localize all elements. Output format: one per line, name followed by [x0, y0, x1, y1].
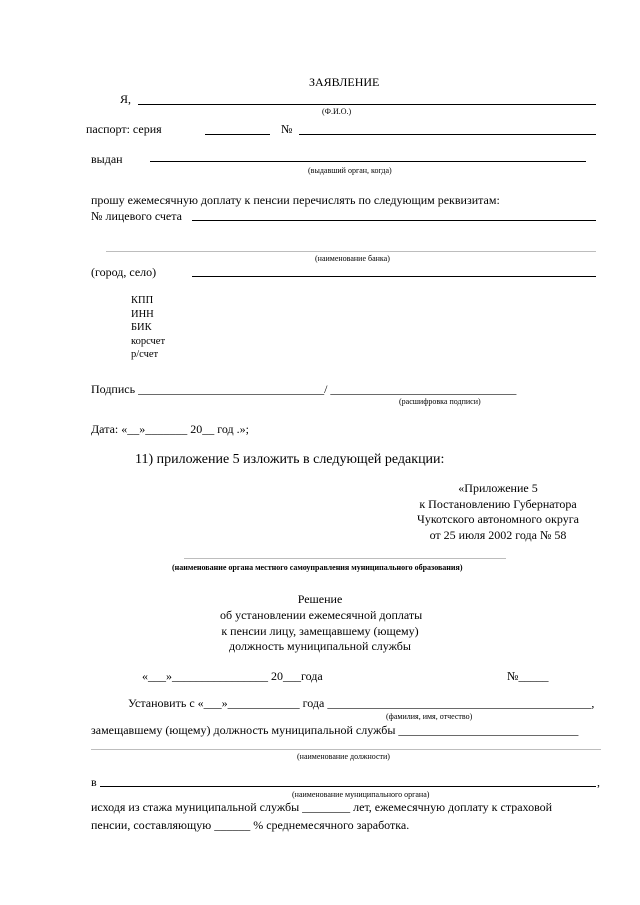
annex-line-2: к Постановлению Губернатора — [419, 496, 577, 511]
in-prefix: в — [91, 775, 97, 789]
requisite-bik: БИК — [131, 322, 152, 333]
signature-line: Подпись _______________________________/ _______________________________ — [91, 382, 517, 396]
city-label: (город, село) — [91, 265, 157, 279]
issued-hint: (выдавший орган, когда) — [308, 166, 392, 175]
decision-title — [220, 592, 423, 655]
bank-line — [106, 251, 596, 252]
passport-series-line — [205, 134, 270, 135]
position-hint: (наименование должности) — [297, 752, 390, 761]
account-label: № лицевого счета — [91, 209, 182, 223]
city-line — [192, 276, 596, 277]
decision-title-2: об установлении ежемесячной доплаты — [220, 607, 423, 622]
decision-title-3: к пенсии лицу, замещавшему (ющему) — [221, 623, 419, 638]
amendment-item: 11) приложение 5 изложить в следующей редакции: — [135, 452, 445, 467]
bank-hint: (наименование банка) — [315, 254, 390, 263]
decision-title-1: Решение — [297, 592, 343, 606]
fio-hint: (Ф.И.О.) — [322, 107, 352, 116]
municipal-hint: (наименование муниципального органа) — [292, 790, 430, 799]
in-suffix: , — [597, 775, 600, 789]
established-line: Установить с «___»____________ года ____________________________________________, — [128, 696, 595, 710]
annex-line-4: от 25 июля 2002 года № 58 — [429, 527, 567, 542]
established-fio-hint: (фамилия, имя, отчество) — [386, 712, 473, 721]
requisites-list — [131, 294, 165, 362]
application-title: ЗАЯВЛЕНИЕ — [309, 75, 380, 89]
issued-label: выдан — [91, 152, 123, 166]
decision-number: №_____ — [507, 669, 549, 683]
position-name-line — [91, 749, 601, 750]
annex-heading — [398, 481, 598, 543]
account-line — [192, 220, 596, 221]
position-line: замещавшему (ющему) должность муниципальной службы ______________________________ — [91, 723, 579, 737]
stage-line-1: исходя из стажа муниципальной службы ________ лет, ежемесячную доплату к страховой — [91, 800, 553, 814]
municipal-line — [100, 786, 596, 787]
org-line — [184, 558, 506, 559]
passport-series-label: паспорт: серия — [86, 122, 162, 136]
decision-date: «___»________________ 20___года — [142, 669, 323, 683]
passport-number-label: № — [281, 122, 293, 136]
annex-line-1: «Приложение 5 — [458, 481, 538, 495]
requisite-kpp: КПП — [131, 295, 154, 306]
issued-line — [150, 161, 586, 162]
date-line: Дата: «__»_______ 20__ год .»; — [91, 422, 249, 436]
requisite-raschet: р/счет — [131, 349, 159, 360]
decision-title-4: должность муниципальной службы — [229, 639, 411, 654]
requisite-inn: ИНН — [131, 308, 154, 320]
fio-line — [138, 104, 596, 105]
requisite-korschet: корсчет — [131, 335, 166, 347]
annex-line-3: Чукотского автономного округа — [417, 512, 579, 527]
org-hint: (наименование органа местного самоуправления муниципального образования) — [172, 563, 463, 572]
stage-line-2: пенсии, составляющую ______ % среднемесячного заработка. — [91, 818, 410, 832]
request-text: прошу ежемесячную доплату к пенсии перечислять по следующим реквизитам: — [91, 193, 500, 207]
passport-number-line — [299, 134, 596, 135]
ya-label: Я, — [120, 92, 132, 106]
signature-hint: (расшифровка подписи) — [399, 397, 481, 406]
